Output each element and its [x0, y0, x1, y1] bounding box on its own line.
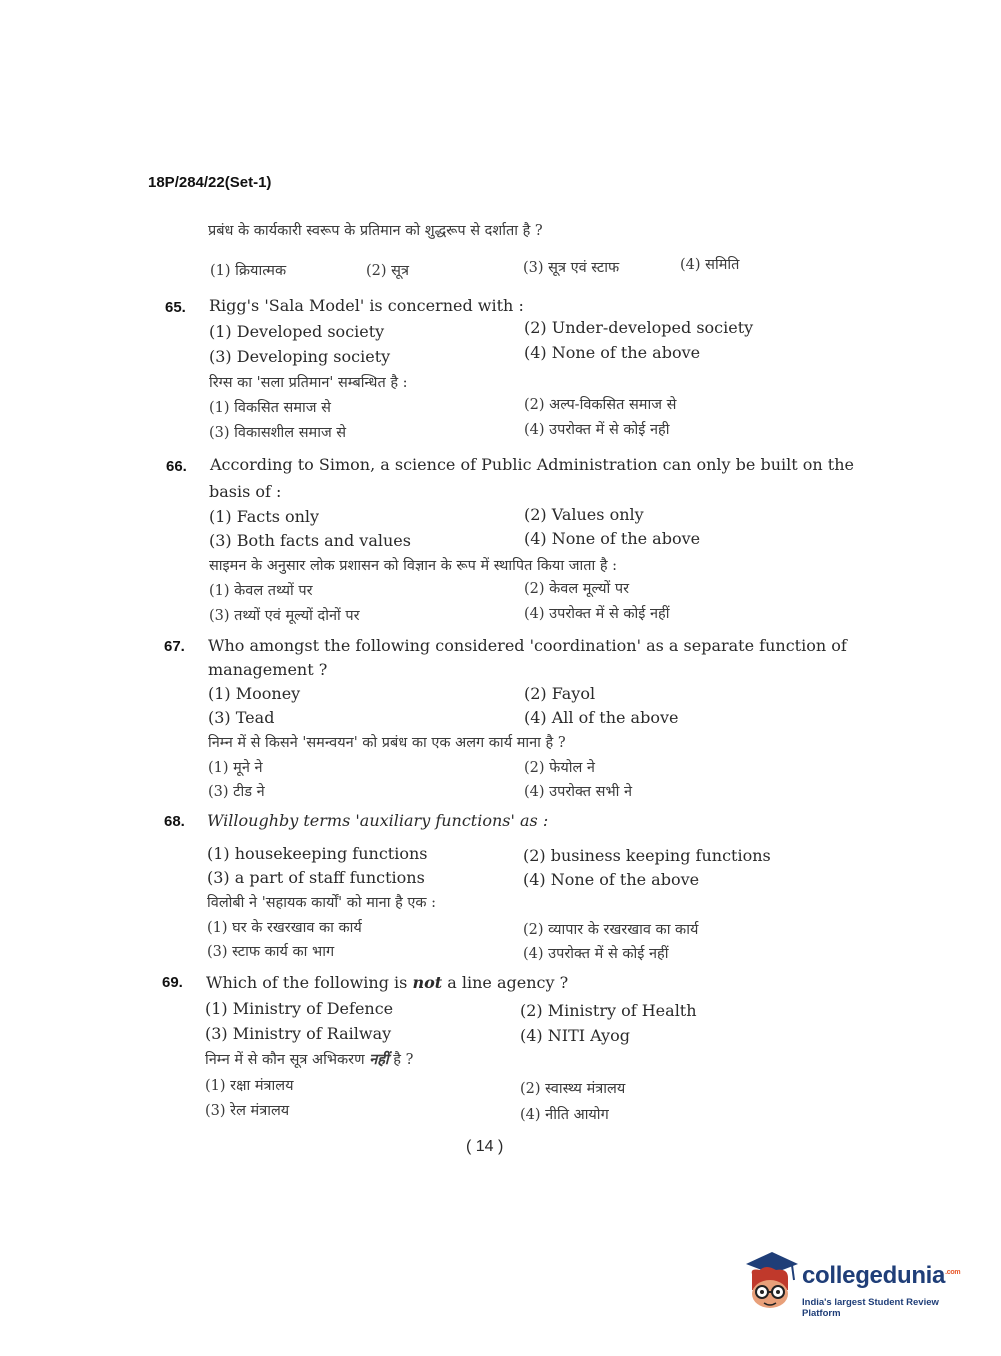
question-text-hi: विलोबी ने 'सहायक कार्यों' को माना है एक : [207, 895, 437, 911]
question-text-hi: निम्न में से किसने 'समन्वयन' को प्रबंध का एक अलग कार्य माना है ? [208, 735, 566, 751]
question-text-en: According to Simon, a science of Public Administration can only be built on the [210, 455, 854, 474]
question-number: 66. [166, 458, 187, 475]
question-text-part: Which of the following is [206, 973, 413, 992]
page-number: ( 14 ) [466, 1138, 504, 1155]
option-hi-3: (3) रेल मंत्रालय [205, 1103, 290, 1119]
question-text-en: Who amongst the following considered 'coordination' as a separate function of [208, 636, 847, 655]
option-en-3: (3) Developing society [209, 347, 391, 366]
option-hi-3: (3) तथ्यों एवं मूल्यों दोनों पर [209, 608, 360, 624]
option-hi-2: (2) व्यापार के रखरखाव का कार्य [523, 922, 699, 938]
prev-question-hindi: प्रबंध के कार्यकारी स्वरूप के प्रतिमान को शुद्धरूप से दर्शाता है ? [208, 223, 543, 239]
prev-option-hi-4: (4) समिति [680, 257, 740, 273]
question-number: 68. [164, 813, 185, 830]
question-text-en: Rigg's 'Sala Model' is concerned with : [209, 296, 524, 315]
prev-option-hi-1: (1) क्रियात्मक [210, 263, 287, 279]
logo-wordmark [802, 1262, 960, 1290]
prev-option-hi-2: (2) सूत्र [366, 263, 409, 279]
option-hi-4: (4) उपरोक्त में से कोई नहीं [523, 946, 669, 962]
option-en-2: (2) Values only [524, 505, 644, 524]
logo-com-text: .com [945, 1269, 961, 1276]
question-number: 67. [164, 638, 185, 655]
option-en-4: (4) None of the above [523, 870, 700, 889]
question-text-hi [205, 1049, 413, 1069]
option-hi-3: (3) स्टाफ कार्य का भाग [207, 944, 335, 960]
question-text-part: निम्न में से कौन सूत्र अभिकरण [205, 1052, 370, 1068]
question-text-en: Willoughby terms 'auxiliary functions' as : [207, 811, 549, 830]
option-en-3: (3) a part of staff functions [207, 868, 425, 887]
question-number: 65. [165, 299, 186, 316]
option-en-2: (2) business keeping functions [523, 846, 771, 865]
question-text-hi: साइमन के अनुसार लोक प्रशासन को विज्ञान के रूप में स्थापित किया जाता है : [209, 558, 618, 574]
option-en-2: (2) Under-developed society [524, 318, 754, 337]
logo-name-text: collegedunia [802, 1262, 946, 1289]
question-emphasis: नहीं [369, 1051, 389, 1068]
option-en-1: (1) Ministry of Defence [205, 999, 394, 1018]
option-en-4: (4) None of the above [524, 529, 701, 548]
option-hi-4: (4) उपरोक्त में से कोई नही [524, 422, 670, 438]
option-hi-1: (1) विकसित समाज से [209, 400, 331, 416]
option-en-4: (4) All of the above [524, 708, 679, 727]
mascot-icon [742, 1250, 800, 1320]
option-en-4: (4) None of the above [524, 343, 701, 362]
question-text-en: basis of : [209, 482, 282, 501]
question-emphasis: not [412, 973, 443, 992]
option-en-1: (1) Mooney [208, 684, 301, 703]
option-hi-2: (2) फेयोल ने [524, 760, 595, 776]
option-en-3: (3) Ministry of Railway [205, 1024, 392, 1043]
logo-tagline: India's largest Student Review Platform [802, 1297, 939, 1319]
option-en-2: (2) Ministry of Health [520, 1001, 697, 1020]
option-hi-4: (4) उपरोक्त सभी ने [524, 784, 633, 800]
option-hi-1: (1) घर के रखरखाव का कार्य [207, 920, 362, 936]
option-en-3: (3) Tead [208, 708, 275, 727]
prev-option-hi-3: (3) सूत्र एवं स्टाफ [523, 260, 620, 276]
option-en-2: (2) Fayol [524, 684, 596, 703]
option-hi-2: (2) अल्प-विकसित समाज से [524, 397, 677, 413]
option-en-1: (1) Facts only [209, 507, 320, 526]
question-text-en [206, 973, 568, 992]
option-en-1: (1) Developed society [209, 322, 385, 341]
option-en-4: (4) NITI Ayog [520, 1026, 630, 1045]
option-en-1: (1) housekeeping functions [207, 844, 428, 863]
option-hi-4: (4) उपरोक्त में से कोई नहीं [524, 606, 670, 622]
option-hi-2: (2) केवल मूल्यों पर [524, 581, 630, 597]
option-hi-2: (2) स्वास्थ्य मंत्रालय [520, 1081, 626, 1097]
question-text-part: a line agency ? [442, 973, 569, 992]
option-hi-1: (1) रक्षा मंत्रालय [205, 1078, 294, 1094]
paper-code: 18P/284/22(Set-1) [148, 174, 272, 191]
question-number: 69. [162, 974, 183, 991]
option-hi-1: (1) मूने ने [208, 760, 263, 776]
option-hi-4: (4) नीति आयोग [520, 1107, 609, 1123]
collegedunia-logo [742, 1250, 972, 1320]
question-text-hi: रिग्स का 'सला प्रतिमान' सम्बन्धित है : [209, 375, 408, 391]
option-hi-3: (3) विकासशील समाज से [209, 425, 347, 441]
question-text-en: management ? [208, 660, 328, 679]
question-text-part: है ? [388, 1052, 414, 1068]
option-hi-1: (1) केवल तथ्यों पर [209, 583, 313, 599]
option-en-3: (3) Both facts and values [209, 531, 411, 550]
option-hi-3: (3) टीड ने [208, 784, 265, 800]
